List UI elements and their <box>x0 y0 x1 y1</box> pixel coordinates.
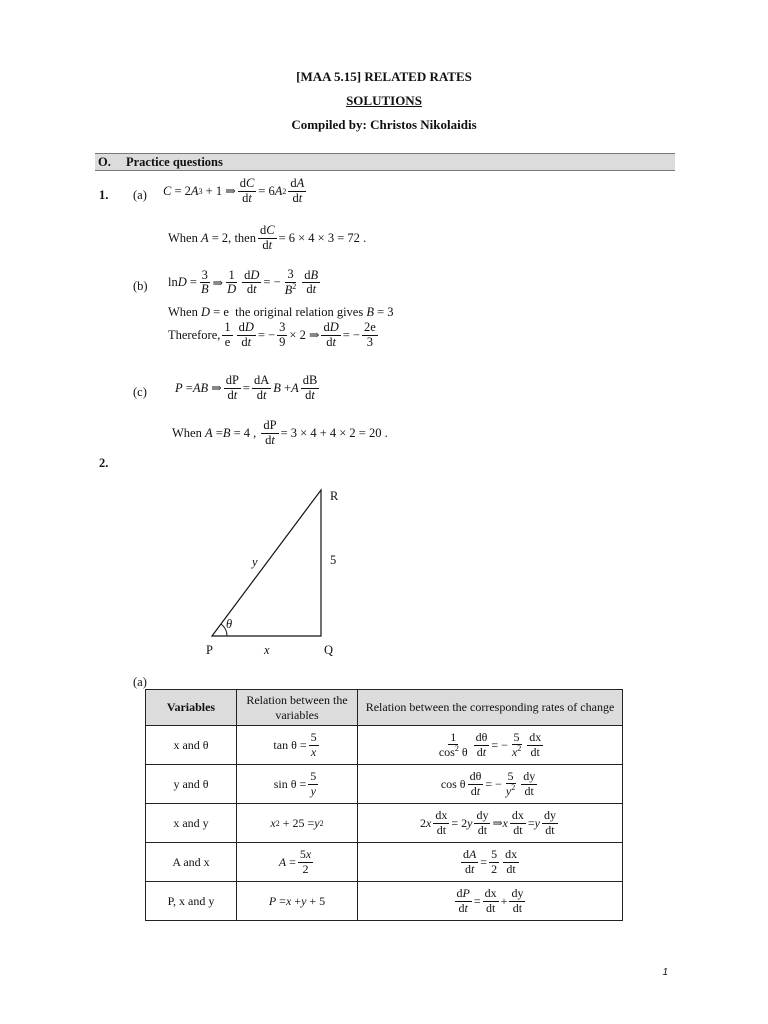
row-relation: tan θ = $\frac{5}{x}$ <box>237 726 358 765</box>
header-variables: Variables <box>146 690 237 726</box>
page-number: 1 <box>662 967 668 978</box>
table-row <box>146 843 623 882</box>
table-row <box>146 765 623 804</box>
row-relation: P = x + y + 5 <box>237 882 358 921</box>
section-number: O. <box>98 155 111 169</box>
table-row <box>146 882 623 921</box>
side-x-label: x <box>264 643 270 657</box>
q1-part-b-label: (b) <box>133 279 148 293</box>
q2-part-a-label: (a) <box>133 675 147 689</box>
q1a-equation: C = 2 A 3 + 1 ⇒ $\frac{dC}{dt}$ = 6 A 2 $\frac{dA}{dt}$ <box>163 176 305 205</box>
angle-theta-label: θ <box>226 617 233 631</box>
document-title: [MAA 5.15] RELATED RATES <box>296 69 472 84</box>
q1-part-c-label: (c) <box>133 385 147 399</box>
q1-part-a-label: (a) <box>133 188 147 202</box>
table-header-row <box>146 690 623 726</box>
table-row <box>146 804 623 843</box>
q1c-when-line: When A = B = 4 , $\frac{dP}{dt}$ = 3 × 4 + 4 × 2 = 20 . <box>172 418 388 447</box>
table-row <box>146 726 623 765</box>
side-5-label: 5 <box>330 553 337 567</box>
row-rate: $\frac{1}{\cos^2 \theta}$ $\frac{d\theta}{dt}$ = − $\frac{5}{x^2}$ $\frac{dx}{dt}$ <box>358 726 623 765</box>
q1c-equation: P = AB ⇒ $\frac{dP}{dt}$ = $\frac{dA}{dt}$ B + A $\frac{dB}{dt}$ <box>175 373 318 402</box>
q1a-when-line: When A = 2, then $\frac{dC}{dt}$ = 6 × 4 × 3 = 72 . <box>168 223 367 252</box>
vertex-p-label: P <box>206 643 213 657</box>
row-rate: 2 x $\frac{dx}{dt}$ = 2 y $\frac{dy}{dt}$ ⇒ x $\frac{dx}{dt}$ = y $\frac{dy}{dt}$ <box>358 804 623 843</box>
triangle-diagram <box>195 480 355 665</box>
row-relation: x 2 + 25 = y 2 <box>237 804 358 843</box>
section-label: Practice questions <box>126 155 223 169</box>
document-subtitle: SOLUTIONS <box>346 93 422 108</box>
vertex-q-label: Q <box>324 643 334 657</box>
side-y-label: y <box>252 555 258 569</box>
row-rate: $\frac{dP}{dt}$ = $\frac{dx}{dt}$ + $\frac{dy}{dt}$ <box>358 882 623 921</box>
row-rate: $\frac{dA}{dt}$ = $\frac{5}{2}$ $\frac{dx}{dt}$ <box>358 843 623 882</box>
document-author: Compiled by: Christos Nikolaidis <box>291 117 477 132</box>
row-relation: sin θ = $\frac{5}{y}$ <box>237 765 358 804</box>
triangle-shape <box>212 490 321 636</box>
section-header <box>95 153 675 171</box>
row-variables: P, x and y <box>146 882 237 921</box>
row-variables: x and y <box>146 804 237 843</box>
row-variables: y and θ <box>146 765 237 804</box>
row-relation: A = $\frac{5x}{2}$ <box>237 843 358 882</box>
q1b-therefore-line: Therefore, $\frac{1}{e}$ $\frac{dD}{dt}$ = − $\frac{3}{9}$ × 2 ⇒ $\frac{dD}{dt}$ = − $\frac{2e}{3}$ <box>168 320 376 349</box>
row-variables: x and θ <box>146 726 237 765</box>
question-2-number: 2. <box>99 456 109 470</box>
row-variables: A and x <box>146 843 237 882</box>
header-relation: Relation between the variables <box>237 690 358 726</box>
vertex-r-label: R <box>330 489 339 503</box>
row-rate: cos θ $\frac{d\theta}{dt}$ = − $\frac{5}{y^2}$ $\frac{dy}{dt}$ <box>358 765 623 804</box>
header-rates: Relation between the corresponding rates of change <box>358 690 623 726</box>
question-1-number: 1. <box>99 188 109 202</box>
related-rates-table <box>145 689 623 921</box>
q1b-equation: ln D = $\frac{3}{B}$ ⇒ $\frac{1}{D}$ $\frac{dD}{dt}$ = − $\frac{3}{B^2}$ $\frac{dB}{dt}$ <box>168 267 319 297</box>
q1b-when-line: When D = e the original relation gives B = 3 <box>168 305 394 319</box>
